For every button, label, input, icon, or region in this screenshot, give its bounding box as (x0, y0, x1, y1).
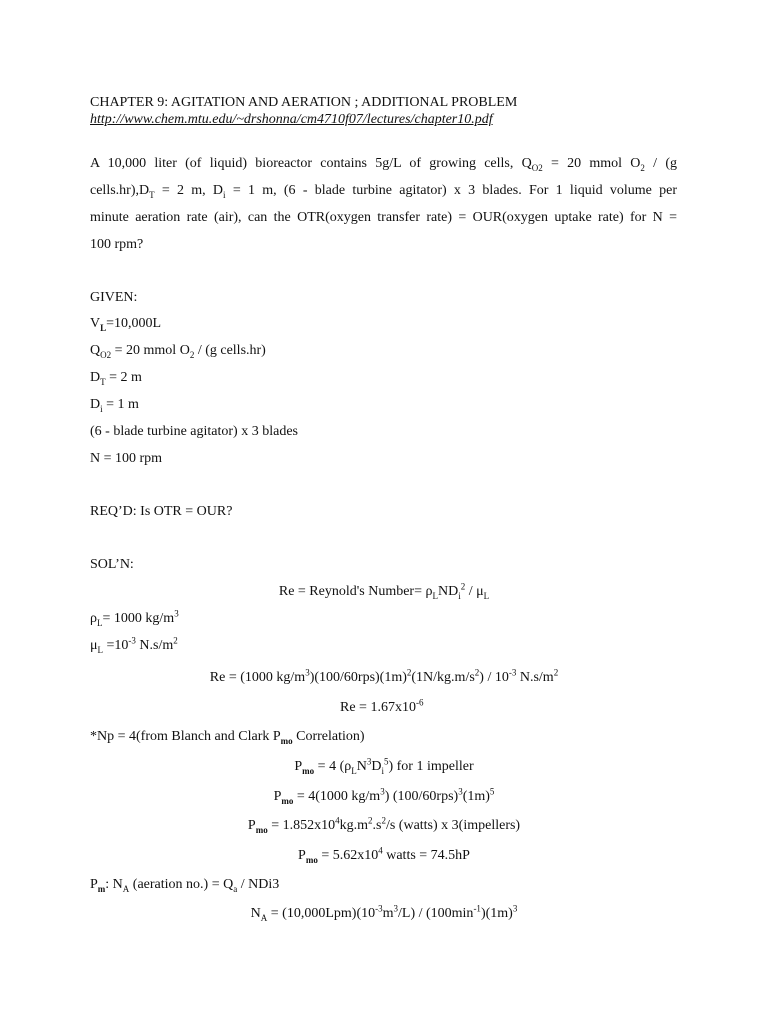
given-dt: $D_T = 2$ m (90, 370, 142, 387)
aeration-number-calculation: $N_A = (10,000Lpm)(10^{-3}m^3/L) / (100\min^{-1})(1m)^3$ (250, 903, 518, 923)
given-heading: GIVEN: (90, 290, 138, 305)
power-number: *Np = 4(from Blanch and Clark $P_{mo}$ Correlation) (90, 729, 365, 746)
reynolds-result: $Re = 1.67x10^{-6}$ (340, 697, 424, 715)
given-vl: $V_L=10,000L$ (90, 316, 162, 333)
source-link-line (90, 112, 493, 129)
rho-value: $\rho_L= 1000$ $kg/m^3$ (90, 608, 179, 628)
pmo-formula: $P_{mo} = 4$ $(\rho_LN^3D_i^5)$ for 1 impeller (294, 756, 474, 776)
reynolds-definition: Re = Reynold's Number= $\rho_LND_i^2 / \mu_L$ (278, 581, 490, 601)
pmo-value: $P_{mo} = 1.852x10^4kg.m^2.s^2/s$ (watts) x 3(impellers) (247, 815, 521, 835)
aeration-number-definition: $P_m$: $N_A$ (aeration $no.) = Q_a / NDi3$ (90, 877, 280, 894)
pmo-total: $P_{mo} = 5.62x10^4$ watts = 74.5hP (298, 845, 470, 865)
given-blades: (6 - blade turbine agitator) x 3 blades (90, 424, 298, 439)
reynolds-calculation: Re = (1000 $kg/m^3)(100/60rps)(1m)^2(1N/kg.m/s^2) / 10^{-3}$ $N.s/m^2$ (209, 667, 559, 685)
problem-line-3: minute aeration rate (air), can the OTR(oxygen transfer rate) = OUR(oxygen uptake rate) for N = (90, 210, 677, 225)
problem-line-2: $cells.hr),D_T = 2$ m, $D_i = 1$ m, (6 - blade turbine agitator) x 3 blades. For 1 liquid volume per (90, 183, 677, 200)
source-link[interactable]: http://www.chem.mtu.edu/~drshonna/cm4710f07/lectures/chapter10.pdf (90, 112, 493, 127)
given-n: N = 100 rpm (90, 451, 163, 466)
reqd: REQ’D: Is OTR = OUR? (90, 504, 233, 519)
soln-heading: SOL’N: (90, 557, 134, 572)
problem-line-4: 100 rpm? (90, 237, 144, 252)
pmo-substitution: $P_{mo} = 4(1000$ $kg/m^3$) $(100/60rps)^3(1m)^5$ (273, 786, 495, 806)
problem-line-1: A 10,000 liter (of liquid) bioreactor contains 5g/L of growing cells, $Q_{O2} = 20$ mmol $O_2 / (g$ (90, 156, 677, 173)
chapter-title: CHAPTER 9: AGITATION AND AERATION ; ADDITIONAL PROBLEM (90, 95, 518, 110)
mu-value: $\mu_L =10^{-3}$ $N.s/m^2$ (90, 635, 178, 655)
given-di: $D_i = 1$ m (90, 397, 139, 414)
given-qo2: $Q_{O2} = 20$ mmol $O_2 / (g$ cells.hr) (90, 343, 266, 360)
